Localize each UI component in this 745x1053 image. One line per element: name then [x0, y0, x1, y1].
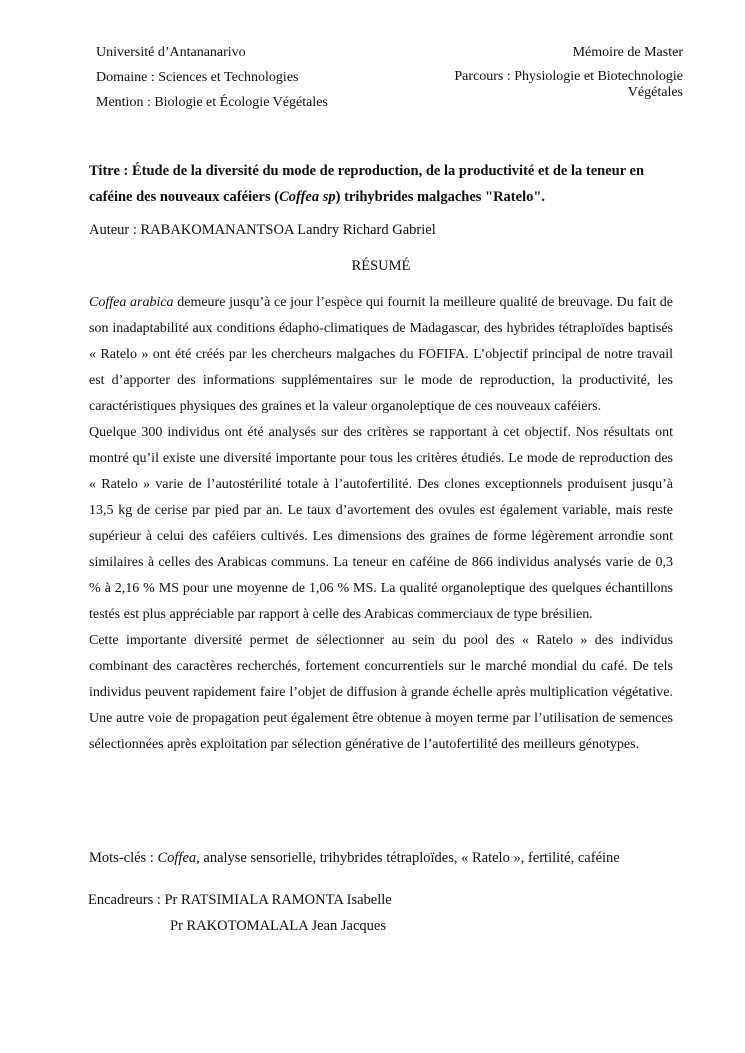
parcours-line-1: Parcours : Physiologie et Biotechnologie [454, 69, 683, 84]
title-prefix: Titre : Étude de la diversité du mode de reproduction, de la productivité et de la teneur en caféine des nouveaux caféiers ( [89, 163, 645, 205]
abstract-body [89, 290, 673, 758]
supervisor-line-1: Encadreurs : Pr RATSIMIALA RAMONTA Isabelle [88, 892, 392, 908]
keywords-species: Coffea [157, 850, 197, 866]
resume-heading: RÉSUMÉ [351, 258, 411, 274]
abstract-paragraph-2: Quelque 300 individus ont été analysés sur des critères se rapportant à cet objectif. Nos résultats ont montré qu’il existe une diversité importante pour tous les critères étudiés. Le mode de reproduction des « Ratelo » varie de l’autostérilité totale à l’autofertilité. Des clones exceptionnels produisent jusqu’à 13,5 kg de cerise par pied par an. Le taux d’avortement des ovules est également variable, mais reste supérieur à celui des caféiers cultivés. Les dimensions des graines de forme légèrement arrondie sont similaires à celles des Arabicas communs. La teneur en caféine de 866 individus analysés varie de 0,3 % à 2,16 % MS pour une moyenne de 1,06 % MS. La qualité organoleptique des quelques échantillons testés est plus appréciable par rapport à celle des Arabicas commerciaux de type brésilien. [89, 425, 673, 622]
thesis-title [89, 158, 673, 210]
domain-line: Domaine : Sciences et Technologies [96, 70, 299, 85]
header-right [413, 44, 683, 101]
degree-line: Mémoire de Master [572, 45, 683, 60]
abstract-paragraph-3: Cette importante diversité permet de sélectionner au sein du pool des « Ratelo » des individus combinant des caractères recherchés, fortement concurrentiels sur le marché mondial du café. De tels individus peuvent rapidement faire l’objet de diffusion à grande échelle après multiplication végétative. Une autre voie de propagation peut également être obtenue à moyen terme par l’utilisation de semences sélectionnées après exploitation par sélection générative de l’autofertilité des meilleurs génotypes. [89, 633, 673, 752]
keywords-label: Mots-clés : [89, 850, 158, 866]
abstract-p1-text: demeure jusqu’à ce jour l’espèce qui fournit la meilleure qualité de breuvage. Du fait de son inadaptabilité aux conditions édapho-climatiques de Madagascar, des hybrides tétraploïdes baptisés « Ratelo » ont été créés par les chercheurs malgaches du FOFIFA. L’objectif principal de notre travail est d’apporter des informations supplémentaires sur le mode de reproduction, la productivité, les caractéristiques physiques des graines et la valeur organoleptique de ces nouveaux caféiers. [89, 295, 673, 414]
supervisors [88, 887, 392, 939]
title-suffix: ) trihybrides malgaches "Ratelo". [335, 189, 546, 205]
parcours-line-2: Végétales [627, 85, 683, 100]
title-species: Coffea sp [279, 189, 336, 205]
mention-line: Mention : Biologie et Écologie Végétales [96, 95, 328, 110]
author-line: Auteur : RABAKOMANANTSOA Landry Richard Gabriel [89, 222, 436, 238]
supervisor-line-2: Pr RAKOTOMALALA Jean Jacques [170, 918, 386, 934]
abstract-species: Coffea arabica [89, 295, 174, 310]
header-left [96, 44, 328, 119]
abstract-paragraph-1 [89, 290, 673, 420]
university-name: Université d’Antananarivo [96, 45, 246, 60]
keywords-list: , analyse sensorielle, trihybrides tétraploïdes, « Ratelo », fertilité, caféine [196, 850, 620, 866]
keywords-line [89, 850, 620, 867]
